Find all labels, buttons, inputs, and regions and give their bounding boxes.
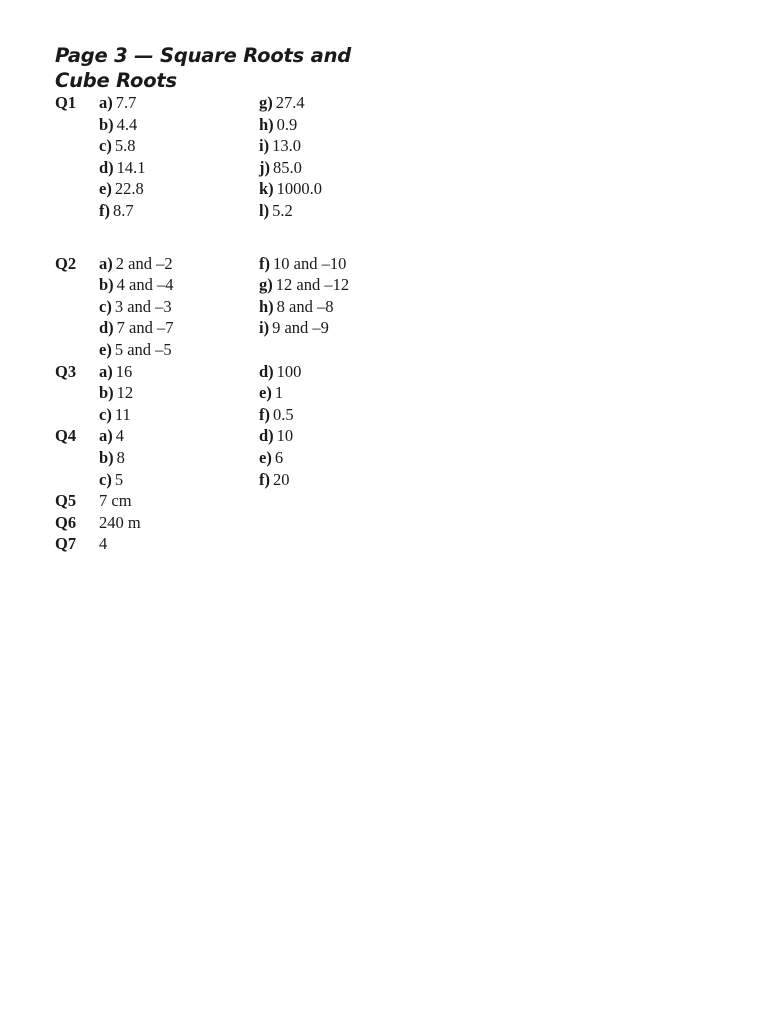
answer-part — [99, 447, 259, 469]
part-value: 4.4 — [116, 114, 138, 134]
answer-part — [259, 317, 475, 339]
answer-part — [259, 361, 475, 383]
part-value: 16 — [115, 361, 133, 381]
part-label: b) — [99, 114, 114, 134]
answer-part — [259, 157, 475, 179]
part-value: 0.5 — [273, 404, 294, 424]
part-label: a) — [99, 253, 113, 273]
part-value: 7 and –7 — [116, 318, 174, 338]
part-label: d) — [99, 318, 114, 338]
part-label: c) — [99, 296, 112, 316]
part-label: d) — [259, 426, 274, 446]
part-value: 6 — [274, 447, 284, 467]
part-value: 5 and –5 — [114, 339, 172, 359]
answer-part — [99, 92, 259, 114]
part-label: c) — [99, 469, 112, 489]
part-value: 5 — [114, 469, 124, 489]
part-label: f) — [259, 469, 270, 489]
question-q2 — [55, 253, 475, 361]
part-label: a) — [99, 93, 113, 112]
answer-part — [99, 178, 259, 200]
part-value: 7.7 — [115, 93, 137, 112]
part-label: e) — [99, 339, 112, 359]
part-label: f) — [259, 404, 270, 424]
answer-part — [99, 361, 259, 383]
part-value: 13.0 — [272, 136, 301, 156]
part-value: 12 and –12 — [275, 275, 350, 295]
part-value: 9 and –9 — [272, 318, 329, 338]
answer-part — [259, 425, 475, 447]
part-label: i) — [259, 318, 270, 338]
part-label: e) — [259, 447, 272, 467]
part-label: i) — [259, 136, 270, 156]
answer-part — [99, 200, 259, 222]
page-title — [55, 43, 375, 93]
answer-part — [259, 274, 475, 296]
question-number: Q2 — [55, 253, 77, 273]
answer-part — [259, 404, 475, 426]
answer-value: 7 cm — [99, 491, 132, 511]
part-value: 4 and –4 — [116, 275, 174, 295]
answer-part — [99, 425, 259, 447]
part-label: c) — [99, 136, 112, 156]
answer-part — [259, 253, 475, 275]
part-value: 10 and –10 — [273, 253, 347, 273]
part-label: g) — [259, 275, 273, 295]
answers-list — [55, 92, 475, 555]
answer-part — [99, 135, 259, 157]
part-label: e) — [99, 179, 112, 199]
answer-part — [259, 92, 475, 114]
part-value: 1 — [274, 383, 284, 403]
part-label: h) — [259, 296, 274, 316]
page-title-line-1: Page 3 — Square Roots and — [55, 44, 352, 67]
answer-part — [259, 114, 475, 136]
answer-part — [259, 469, 475, 491]
answer-part — [259, 447, 475, 469]
part-label: a) — [99, 361, 113, 381]
part-label: b) — [99, 383, 114, 403]
answer-part — [99, 317, 259, 339]
answer-column-left — [99, 253, 259, 361]
part-label: d) — [259, 361, 274, 381]
answer-part — [99, 296, 259, 318]
part-value: 20 — [273, 469, 290, 489]
question-q3 — [55, 361, 475, 426]
part-value: 8.7 — [113, 200, 134, 220]
answer-part — [99, 469, 259, 491]
question-q5 — [55, 490, 475, 512]
part-label: f) — [259, 253, 270, 273]
part-label: d) — [99, 157, 114, 177]
question-q4 — [55, 425, 475, 490]
part-value: 8 and –8 — [276, 296, 334, 316]
answer-column-left — [99, 425, 259, 490]
part-value: 12 — [116, 383, 134, 403]
answer-column-left — [99, 92, 259, 222]
question-number: Q1 — [55, 93, 77, 112]
part-label: k) — [259, 179, 274, 199]
answer-part — [99, 157, 259, 179]
part-label: a) — [99, 426, 113, 446]
answer-part — [99, 404, 259, 426]
question-number: Q3 — [55, 361, 77, 381]
part-value: 1000.0 — [276, 179, 323, 199]
answer-part — [259, 178, 475, 200]
answer-column-right — [259, 253, 475, 361]
answer-part — [99, 114, 259, 136]
question-number: Q5 — [55, 491, 77, 511]
part-value: 14.1 — [116, 157, 146, 177]
part-value: 0.9 — [276, 114, 298, 134]
part-value: 11 — [114, 404, 131, 424]
part-label: h) — [259, 114, 274, 134]
question-q7 — [55, 533, 475, 555]
answer-part — [99, 274, 259, 296]
part-value: 27.4 — [275, 93, 305, 112]
part-value: 2 and –2 — [115, 253, 173, 273]
question-number: Q6 — [55, 512, 77, 532]
question-q6 — [55, 512, 475, 534]
answer-part — [99, 253, 259, 275]
answer-column-right — [259, 425, 475, 490]
part-value: 85.0 — [273, 157, 302, 177]
page-title-line-2: Cube Roots — [55, 69, 177, 92]
part-value: 8 — [116, 447, 125, 467]
answer-value: 240 m — [99, 512, 141, 532]
part-label: b) — [99, 275, 114, 295]
answer-part — [99, 339, 259, 361]
part-label: e) — [259, 383, 272, 403]
part-value: 4 — [115, 426, 124, 446]
answer-part — [259, 135, 475, 157]
part-value: 100 — [276, 361, 302, 381]
answer-column-left — [99, 361, 259, 426]
answer-part — [99, 382, 259, 404]
answer-value: 4 — [99, 534, 108, 554]
part-label: c) — [99, 404, 112, 424]
question-number: Q7 — [55, 534, 77, 554]
part-label: g) — [259, 93, 273, 112]
answer-part — [259, 200, 475, 222]
part-value: 22.8 — [114, 179, 144, 199]
part-value: 5.2 — [272, 200, 293, 220]
question-q1 — [55, 92, 475, 222]
answer-part — [259, 382, 475, 404]
part-value: 5.8 — [114, 136, 136, 156]
part-value: 3 and –3 — [114, 296, 172, 316]
part-label: b) — [99, 447, 114, 467]
part-value: 10 — [276, 426, 294, 446]
question-number: Q4 — [55, 426, 77, 446]
part-label: j) — [259, 157, 270, 177]
part-label: l) — [259, 200, 270, 220]
part-label: f) — [99, 200, 110, 220]
answer-column-right — [259, 361, 475, 426]
answer-column-right — [259, 92, 475, 222]
answer-part — [259, 296, 475, 318]
